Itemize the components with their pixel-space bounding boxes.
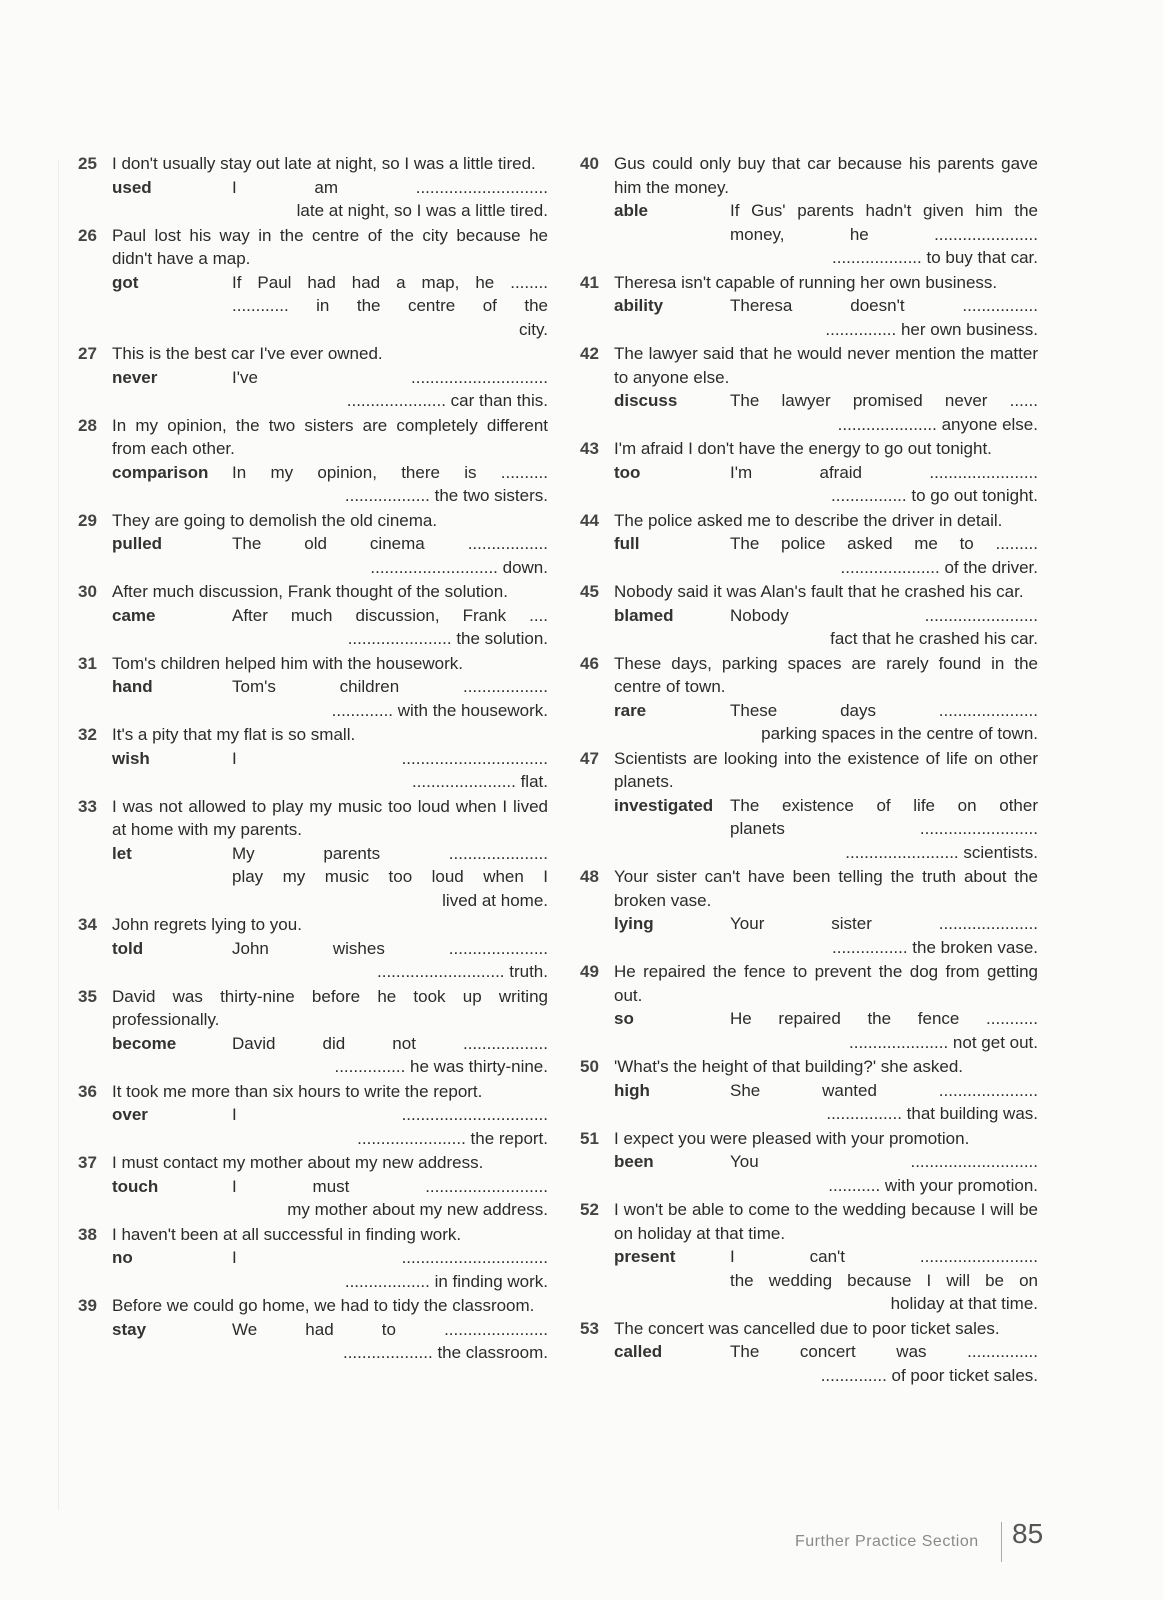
- key-word: got: [112, 272, 139, 292]
- answer-line: ........................... down.: [370, 557, 548, 577]
- exercise-item: [78, 414, 548, 508]
- exercise-item: [580, 152, 1038, 270]
- answer-line: ............. with the housework.: [331, 700, 548, 720]
- exercise-number: 36: [78, 1081, 97, 1101]
- exercise-item: [580, 271, 1038, 342]
- exercise-sentence: Theresa isn't capable of running her own business.: [614, 272, 998, 292]
- answer-line: parking spaces in the centre of town.: [761, 724, 1038, 743]
- exercise-number: 30: [78, 582, 97, 601]
- exercise-sentence: I haven't been at all successful in finding work.: [112, 1224, 462, 1244]
- answer-line: Tom's children ..................: [232, 677, 548, 696]
- answer-line: .................. the two sisters.: [344, 486, 548, 505]
- footer-divider: [1001, 1522, 1002, 1562]
- answer-line: ...................... flat.: [411, 772, 548, 791]
- answer-line: ............ in the centre of the: [232, 296, 548, 315]
- key-word: present: [614, 1247, 676, 1266]
- exercise-sentence: I expect you were pleased with your promotion.: [614, 1128, 970, 1148]
- answer-line: fact that he crashed his car.: [830, 629, 1038, 648]
- exercise-sentence: These days, parking spaces are rarely found in the centre of town.: [614, 653, 1038, 696]
- answer-line: Nobody ........................: [730, 605, 1038, 625]
- key-word: become: [112, 1033, 177, 1053]
- answer-line: ........................... truth.: [377, 962, 548, 981]
- answer-line: If Gus' parents hadn't given him the: [730, 201, 1038, 220]
- exercise-item: [580, 342, 1038, 436]
- answer-line: I must ..........................: [232, 1176, 548, 1196]
- answer-line: holiday at that time.: [890, 1294, 1038, 1313]
- answer-line: David did not ..................: [232, 1033, 548, 1053]
- answer-line: My parents .....................: [232, 843, 548, 863]
- exercise-item: [78, 580, 548, 651]
- key-word: let: [112, 843, 132, 863]
- exercise-number: 38: [78, 1224, 97, 1244]
- exercise-sentence: The police asked me to describe the driver in detail.: [614, 510, 1003, 530]
- exercise-item: [580, 865, 1038, 959]
- key-word: able: [614, 201, 649, 220]
- key-word: so: [614, 1009, 634, 1028]
- answer-line: The old cinema .................: [232, 534, 548, 553]
- exercise-sentence: Before we could go home, we had to tidy the classroom.: [112, 1296, 535, 1315]
- key-word: hand: [112, 677, 153, 696]
- answer-line: city.: [519, 319, 548, 339]
- key-word: full: [614, 534, 640, 553]
- page-number: 85: [1012, 1518, 1044, 1549]
- key-word: lying: [614, 914, 654, 933]
- exercise-number: 53: [580, 1318, 599, 1338]
- key-word: comparison: [112, 462, 209, 482]
- answer-line: ................ that building was.: [826, 1104, 1038, 1123]
- exercise-item: [580, 1055, 1038, 1126]
- answer-line: In my opinion, there is ..........: [232, 462, 548, 482]
- key-word: ability: [614, 296, 664, 315]
- key-word: been: [614, 1152, 654, 1171]
- exercise-number: 45: [580, 582, 599, 601]
- exercise-sentence: I was not allowed to play my music too loud when I lived at home with my parents.: [112, 796, 548, 839]
- exercise-number: 47: [580, 748, 599, 768]
- exercise-number: 46: [580, 653, 599, 673]
- exercise-number: 41: [580, 272, 599, 292]
- answer-line: my mother about my new address.: [287, 1200, 548, 1219]
- answer-line: I'm afraid .......................: [730, 462, 1038, 482]
- answer-line: ................... the classroom.: [342, 1343, 548, 1362]
- exercise-item: [78, 795, 548, 913]
- exercise-item: [580, 747, 1038, 865]
- exercise-number: 32: [78, 725, 97, 744]
- exercise-number: 48: [580, 867, 599, 886]
- answer-line: ............... her own business.: [825, 319, 1038, 339]
- exercise-sentence: The concert was cancelled due to poor ticket sales.: [614, 1318, 1000, 1338]
- exercise-item: [580, 652, 1038, 746]
- exercise-sentence: It took me more than six hours to write the report.: [112, 1081, 483, 1101]
- exercise-sentence: The lawyer said that he would never mention the matter to anyone else.: [614, 344, 1038, 387]
- answer-line: ..................... not get out.: [849, 1032, 1038, 1052]
- answer-line: ................... to buy that car.: [832, 248, 1038, 267]
- exercise-sentence: Nobody said it was Alan's fault that he crashed his car.: [614, 582, 1024, 601]
- exercise-sentence: This is the best car I've ever owned.: [112, 344, 383, 363]
- exercise-item: [78, 509, 548, 580]
- key-word: never: [112, 367, 158, 387]
- answer-line: After much discussion, Frank ....: [232, 605, 548, 625]
- answer-line: I am ............................: [232, 177, 548, 197]
- exercise-number: 50: [580, 1057, 599, 1076]
- exercise-number: 27: [78, 344, 97, 363]
- exercise-sentence: 'What's the height of that building?' she asked.: [614, 1057, 964, 1076]
- answer-line: I can't .........................: [730, 1247, 1038, 1266]
- exercise-item: [78, 723, 548, 794]
- key-word: rare: [614, 700, 647, 720]
- exercise-sentence: Tom's children helped him with the housework.: [112, 653, 463, 673]
- key-word: came: [112, 605, 156, 625]
- exercise-number: 25: [78, 154, 97, 173]
- key-word: wish: [112, 748, 150, 768]
- answer-line: I've .............................: [232, 367, 548, 387]
- exercise-sentence: David was thirty-nine before he took up writing professionally.: [112, 986, 548, 1029]
- exercise-item: [580, 509, 1038, 580]
- margin-rule: [58, 160, 59, 1510]
- exercise-sentence: It's a pity that my flat is so small.: [112, 725, 356, 744]
- exercise-number: 28: [78, 415, 97, 435]
- exercise-sentence: I'm afraid I don't have the energy to go out tonight.: [614, 439, 992, 458]
- exercise-sentence: Your sister can't have been telling the truth about the broken vase.: [614, 867, 1038, 910]
- key-word: blamed: [614, 605, 674, 625]
- answer-line: ........... with your promotion.: [828, 1175, 1038, 1195]
- exercise-sentence: He repaired the fence to prevent the dog from getting out.: [614, 962, 1038, 1005]
- exercise-item: [580, 1317, 1038, 1388]
- answer-line: ............... he was thirty-nine.: [334, 1057, 548, 1076]
- exercise-sentence: In my opinion, the two sisters are completely different from each other.: [112, 415, 548, 458]
- key-word: stay: [112, 1319, 147, 1339]
- answer-line: ..................... car than this.: [346, 391, 548, 410]
- key-word: no: [112, 1248, 133, 1267]
- left-column: [78, 152, 548, 1366]
- exercise-number: 49: [580, 962, 599, 981]
- exercise-item: [78, 985, 548, 1079]
- answer-line: The existence of life on other: [730, 795, 1038, 815]
- key-word: touch: [112, 1176, 159, 1196]
- answer-line: He repaired the fence ...........: [730, 1009, 1038, 1028]
- exercise-item: [78, 1294, 548, 1365]
- answer-line: These days .....................: [730, 700, 1038, 720]
- exercise-sentence: I don't usually stay out late at night, so I was a little tired.: [112, 154, 536, 173]
- exercise-sentence: After much discussion, Frank thought of the solution.: [112, 582, 508, 601]
- answer-line: Your sister .....................: [730, 914, 1038, 933]
- answer-line: I ...............................: [232, 748, 548, 768]
- key-word: discuss: [614, 391, 678, 410]
- exercise-item: [78, 913, 548, 984]
- exercise-number: 29: [78, 510, 97, 530]
- exercise-number: 42: [580, 344, 599, 363]
- right-column: [580, 152, 1038, 1388]
- exercise-item: [580, 437, 1038, 508]
- answer-line: the wedding because I will be on: [730, 1270, 1038, 1290]
- exercise-item: [580, 1127, 1038, 1198]
- exercise-number: 39: [78, 1296, 97, 1315]
- exercise-number: 40: [580, 154, 599, 173]
- exercise-item: [580, 1198, 1038, 1316]
- exercise-sentence: I won't be able to come to the wedding because I will be on holiday at that time.: [614, 1200, 1038, 1243]
- answer-line: The concert was ...............: [730, 1342, 1038, 1361]
- exercise-sentence: Paul lost his way in the centre of the city because he didn't have a map.: [112, 225, 548, 268]
- exercise-sentence: Scientists are looking into the existence of life on other planets.: [614, 748, 1038, 791]
- key-word: told: [112, 938, 144, 958]
- exercise-sentence: Gus could only buy that car because his parents gave him the money.: [614, 154, 1038, 197]
- exercise-number: 26: [78, 225, 97, 245]
- key-word: investigated: [614, 795, 714, 815]
- key-word: called: [614, 1342, 663, 1361]
- exercise-item: [78, 1151, 548, 1222]
- key-word: high: [614, 1080, 650, 1100]
- answer-line: She wanted .....................: [730, 1080, 1038, 1100]
- answer-line: You ...........................: [730, 1152, 1038, 1171]
- answer-line: ................ to go out tonight.: [831, 486, 1038, 505]
- answer-line: ........................ scientists.: [845, 842, 1038, 862]
- key-word: used: [112, 177, 152, 197]
- answer-line: I ...............................: [232, 1105, 548, 1124]
- exercise-number: 33: [78, 796, 97, 816]
- answer-line: late at night, so I was a little tired.: [296, 201, 548, 220]
- answer-line: ..................... anyone else.: [837, 414, 1038, 434]
- exercise-item: [78, 652, 548, 723]
- answer-line: ..................... of the driver.: [840, 557, 1038, 577]
- exercise-number: 37: [78, 1153, 97, 1172]
- answer-line: lived at home.: [442, 890, 548, 910]
- answer-line: If Paul had had a map, he ........: [232, 272, 548, 292]
- exercise-item: [78, 1080, 548, 1151]
- exercise-number: 31: [78, 653, 97, 673]
- answer-line: play my music too loud when I: [232, 867, 548, 886]
- exercise-sentence: John regrets lying to you.: [112, 915, 302, 934]
- key-word: pulled: [112, 534, 163, 553]
- answer-line: John wishes .....................: [232, 938, 548, 958]
- exercise-item: [78, 224, 548, 342]
- exercise-sentence: They are going to demolish the old cinema.: [112, 510, 438, 530]
- exercise-item: [580, 960, 1038, 1054]
- exercise-number: 34: [78, 915, 97, 934]
- answer-line: We had to ......................: [232, 1319, 548, 1339]
- answer-line: ....................... the report.: [357, 1128, 548, 1148]
- answer-line: ................ the broken vase.: [832, 937, 1038, 957]
- exercise-sentence: I must contact my mother about my new address.: [112, 1153, 484, 1172]
- answer-line: .................. in finding work.: [344, 1271, 548, 1291]
- exercise-number: 43: [580, 439, 599, 458]
- answer-line: The lawyer promised never ......: [730, 391, 1038, 410]
- answer-line: planets .........................: [730, 819, 1038, 838]
- answer-line: Theresa doesn't ................: [730, 296, 1038, 315]
- key-word: over: [112, 1105, 148, 1124]
- answer-line: I ...............................: [232, 1248, 548, 1267]
- footer-section-label: Further Practice Section: [795, 1533, 979, 1550]
- exercise-item: [78, 342, 548, 413]
- answer-line: .............. of poor ticket sales.: [820, 1365, 1038, 1385]
- answer-line: ...................... the solution.: [347, 629, 548, 648]
- exercise-item: [78, 152, 548, 223]
- exercise-number: 52: [580, 1200, 599, 1219]
- answer-line: The police asked me to .........: [730, 534, 1038, 553]
- key-word: too: [614, 462, 641, 482]
- exercise-number: 51: [580, 1128, 599, 1148]
- exercise-number: 35: [78, 986, 97, 1006]
- answer-line: money, he ......................: [730, 224, 1038, 244]
- exercise-number: 44: [580, 510, 599, 530]
- exercise-item: [78, 1223, 548, 1294]
- exercise-item: [580, 580, 1038, 651]
